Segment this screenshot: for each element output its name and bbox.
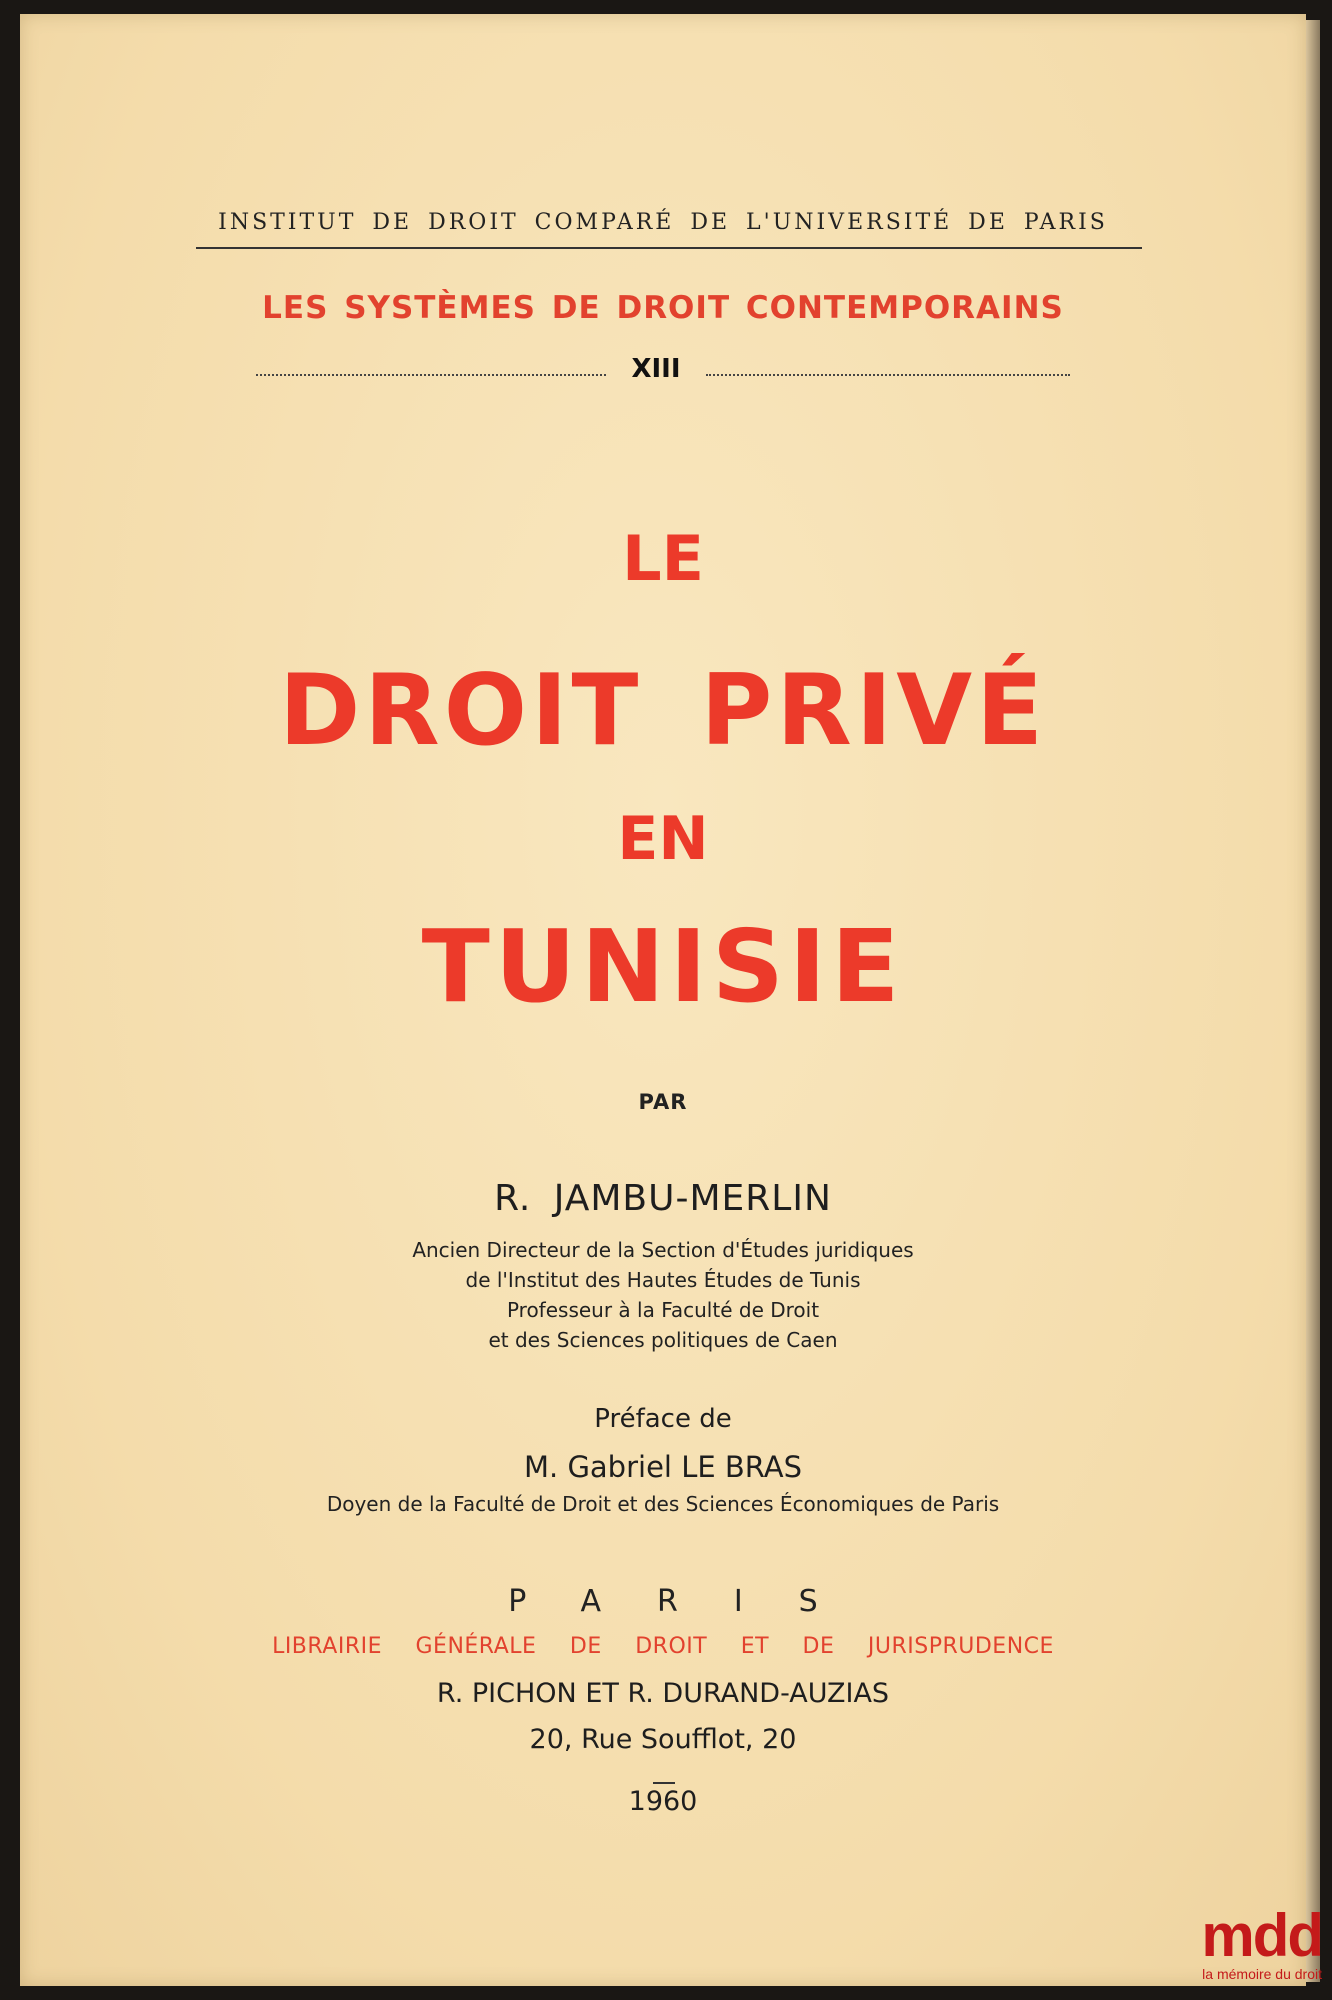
preface-label: Préface de: [594, 1404, 732, 1434]
title-line-2: DROIT PRIVÉ: [278, 654, 1048, 768]
author-credential: et des Sciences politiques de Caen: [488, 1328, 838, 1352]
preface-author: M. Gabriel LE BRAS: [523, 1450, 803, 1484]
author-name: R. JAMBU-MERLIN: [494, 1178, 832, 1219]
author-credential: de l'Institut des Hautes Études de Tunis: [465, 1268, 861, 1292]
year-dash: [653, 1782, 675, 1784]
preface-author-title: Doyen de la Faculté de Droit et des Sciences Économiques de Paris: [326, 1492, 1000, 1516]
author-credential: Ancien Directeur de la Section d'Études juridiques: [412, 1238, 914, 1262]
author-credential: Professeur à la Faculté de Droit: [506, 1298, 820, 1322]
by-label: PAR: [638, 1090, 688, 1114]
book-cover: [20, 14, 1306, 1986]
title-line-4: TUNISIE: [421, 908, 905, 1025]
page-edge: [1306, 20, 1320, 1982]
publication-year: 1960: [628, 1786, 698, 1817]
header-rule: [196, 247, 1142, 249]
volume-row: [20, 354, 1306, 394]
title-line-1: LE: [622, 522, 704, 595]
institute-name: INSTITUT DE DROIT COMPARÉ DE L'UNIVERSITÉ DE PARIS: [218, 210, 1108, 235]
volume-rule-right: [706, 374, 1070, 377]
logo-mark: mdd: [1201, 1902, 1322, 1969]
series-title: LES SYSTÈMES DE DROIT CONTEMPORAINS: [262, 290, 1064, 326]
volume-rule-left: [256, 374, 606, 377]
publisher-name: LIBRAIRIE GÉNÉRALE DE DROIT ET DE JURISPRUDENCE: [272, 1634, 1054, 1659]
title-line-3: EN: [617, 804, 709, 874]
mdd-logo: [1142, 1902, 1322, 1986]
publisher-imprint: R. PICHON ET R. DURAND-AUZIAS: [436, 1678, 890, 1709]
logo-tagline: la mémoire du droit: [1202, 1966, 1322, 1982]
publication-city: PARIS: [508, 1584, 874, 1619]
volume-number: XIII: [631, 354, 681, 384]
publisher-address: 20, Rue Soufflot, 20: [529, 1724, 797, 1755]
